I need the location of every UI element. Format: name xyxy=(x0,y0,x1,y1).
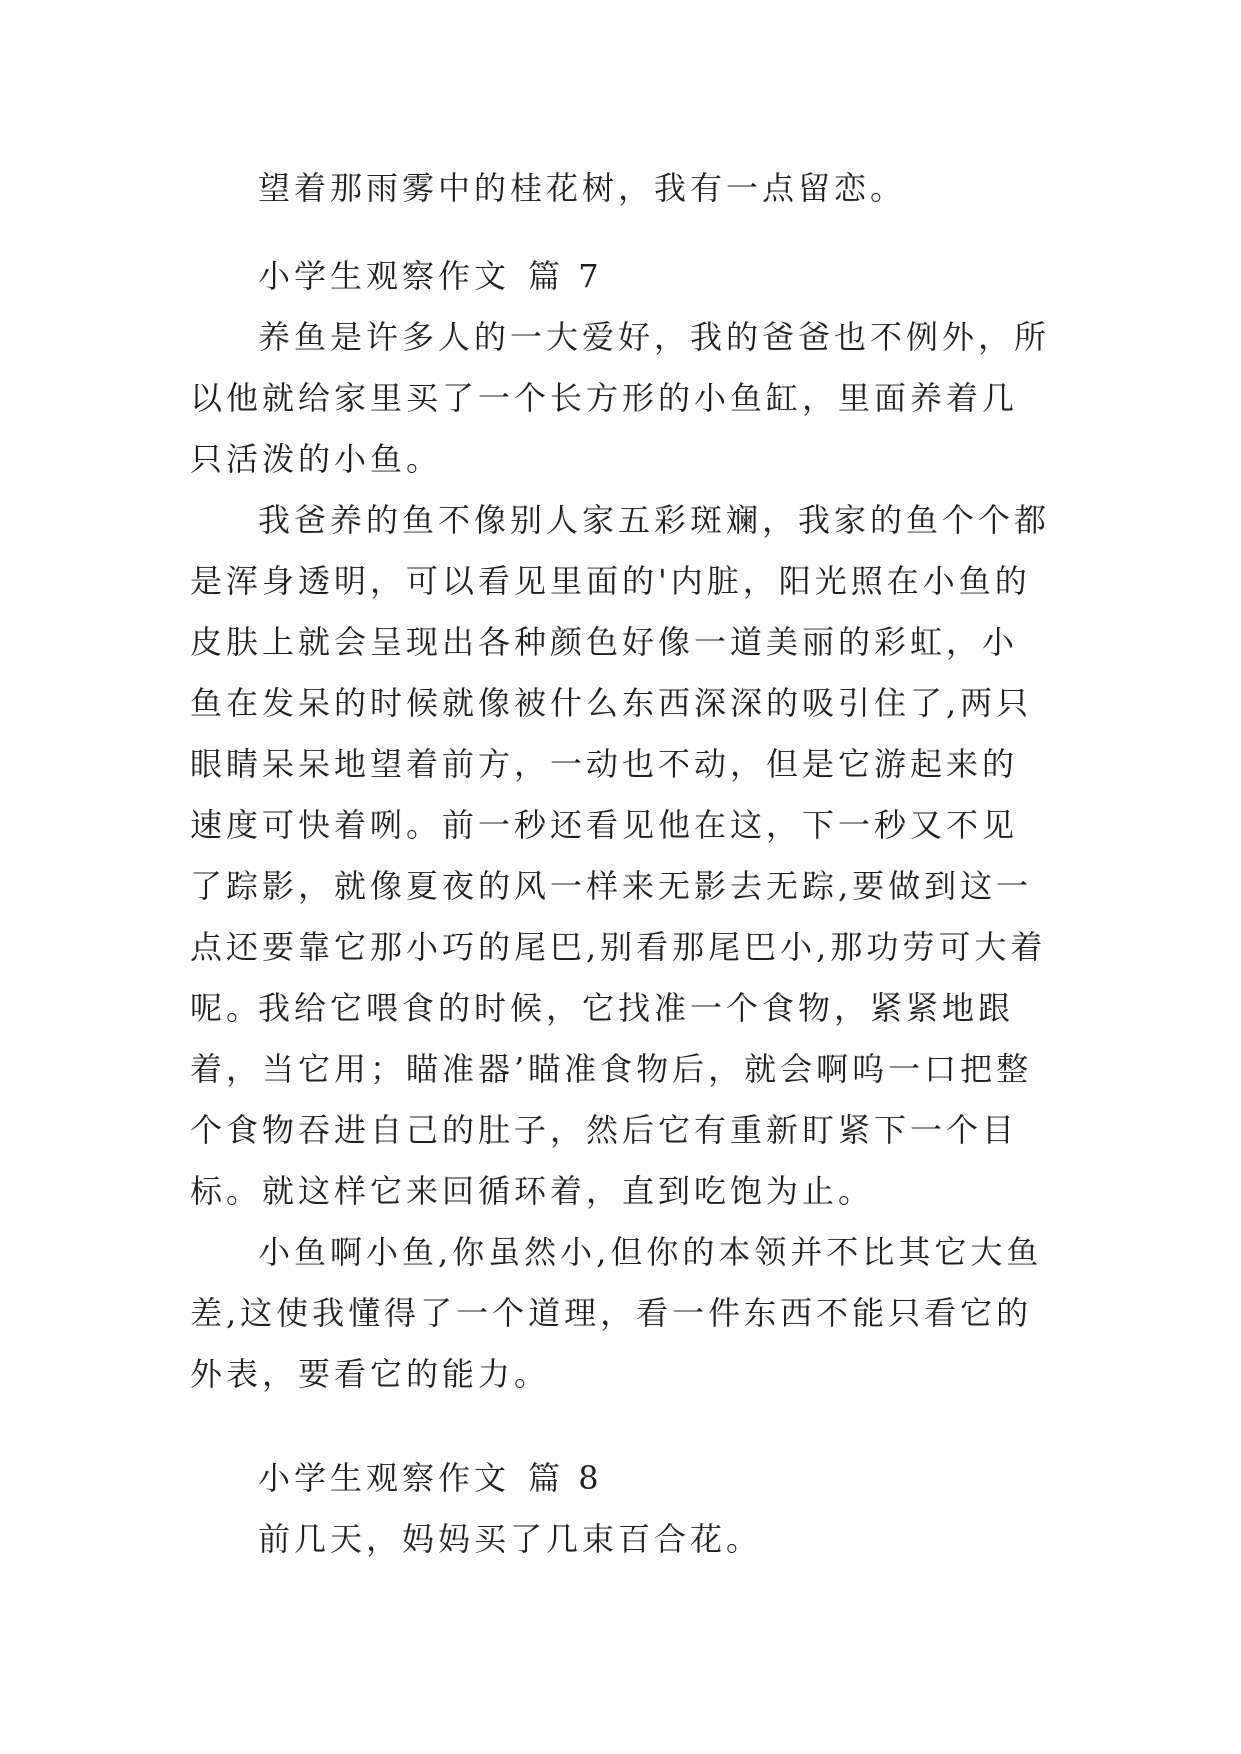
section-7-paragraph-2: 我爸养的鱼不像别人家五彩斑斓，我家的鱼个个都是浑身透明，可以看见里面的'内脏，阳光照在小鱼的皮肤上就会呈现出各种颜色好像一道美丽的彩虹，小鱼在发呆的时候就像被什么东西深深的吸引住了,两只眼睛呆呆地望着前方，一动也不动，但是它游起来的速度可快着咧。前一秒还看见他在这，下一秒又不见了踪影，就像夏夜的风一样来无影去无踪,要做到这一点还要靠它那小巧的尾巴,别看那尾巴小,那功劳可大着呢。 xyxy=(190,501,1051,1027)
section-7-paragraph-1: 养鱼是许多人的一大爱好，我的爸爸也不例外，所以他就给家里买了一个长方形的小鱼缸，里面养着几只活泼的小鱼。 xyxy=(190,318,1051,478)
section-7-paragraph-4: 小鱼啊小鱼,你虽然小,但你的本领并不比其它大鱼差,这使我懂得了一个道理，看一件东西不能只看它的外表，要看它的能力。 xyxy=(190,1233,1043,1393)
section-8-heading xyxy=(258,1448,603,1509)
section-8-paragraph-1: 前几天，妈妈买了几束百合花。 xyxy=(258,1520,763,1558)
section-7-title: 小学生观察作文 xyxy=(258,257,511,295)
section-7-paragraph-3: 我给它喂食的时候，它找准一个食物，紧紧地跟着，当它用；瞄准器’瞄准食物后，就会啊呜一口把整个食物吞进自己的肚子，然后它有重新盯紧下一个目标。就这样它来回循环着，直到吃饱为止。 xyxy=(190,989,1033,1210)
section-7-heading xyxy=(258,246,603,307)
section-8-number: 篇 8 xyxy=(528,1459,603,1497)
section-7-number: 篇 7 xyxy=(528,257,603,295)
section-8-title: 小学生观察作文 xyxy=(258,1459,511,1497)
paragraph-intro-line: 望着那雨雾中的桂花树，我有一点留恋。 xyxy=(258,169,907,207)
